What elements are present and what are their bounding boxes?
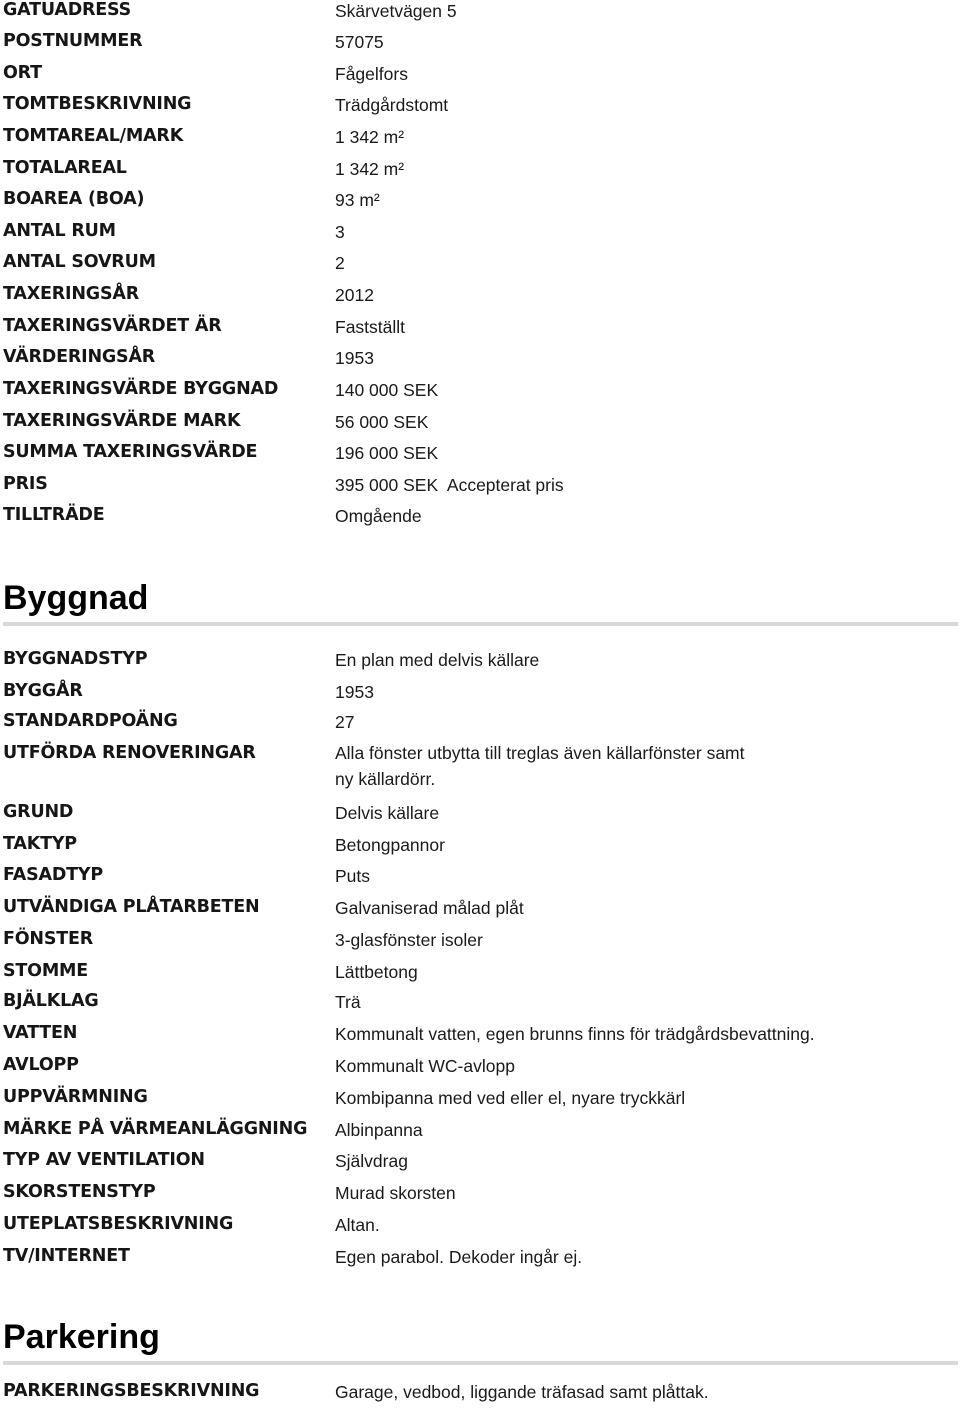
fact-label: TOMTAREAL/MARK: [3, 126, 184, 146]
fact-label: TAXERINGSÅR: [3, 284, 139, 304]
fact-row-taxeringsvarde-byggnad: [3, 379, 953, 407]
fact-value: Murad skorsten: [335, 1183, 456, 1203]
fact-value: Betongpannor: [335, 835, 445, 855]
building-row-fonster: [3, 929, 953, 957]
fact-row-totalareal: [3, 158, 953, 186]
fact-value: Altan.: [335, 1215, 380, 1235]
fact-value: Fastställt: [335, 317, 406, 337]
building-row-avlopp: [3, 1055, 953, 1083]
fact-label: VÄRDERINGSÅR: [3, 347, 156, 367]
fact-value: Delvis källare: [335, 803, 440, 823]
section-title-parkering: Parkering: [3, 1318, 160, 1356]
fact-label: TILLTRÄDE: [3, 505, 105, 525]
fact-label: TAXERINGSVÄRDET ÄR: [3, 316, 222, 336]
building-row-utforda-renoveringar: [3, 743, 953, 799]
building-row-marke-pa-varmeanlaggning: [3, 1119, 953, 1147]
fact-row-antal-rum: [3, 221, 953, 249]
fact-label: BYGGNADSTYP: [3, 649, 148, 669]
fact-value: 3: [335, 222, 345, 242]
fact-label: TAXERINGSVÄRDE MARK: [3, 411, 241, 431]
building-row-fasadtyp: [3, 865, 953, 893]
fact-row-tilltrade: [3, 505, 953, 533]
fact-label: MÄRKE PÅ VÄRMEANLÄGGNING: [3, 1119, 308, 1139]
building-row-taktyp: [3, 834, 953, 862]
fact-label: UTFÖRDA RENOVERINGAR: [3, 743, 256, 763]
fact-label: GATUADRESS: [3, 0, 132, 20]
fact-label: BYGGÅR: [3, 681, 83, 701]
fact-value: 56 000 SEK: [335, 412, 429, 432]
fact-row-tomtbeskrivning: [3, 94, 953, 122]
fact-row-taxeringsvardet-ar: [3, 316, 953, 344]
fact-value: Självdrag: [335, 1151, 408, 1171]
fact-row-taxeringsar: [3, 284, 953, 312]
fact-value: Omgående: [335, 506, 422, 526]
fact-value: Skärvetvägen 5: [335, 1, 457, 21]
fact-value: Puts: [335, 866, 371, 886]
fact-value: Lättbetong: [335, 962, 418, 982]
fact-label: ANTAL SOVRUM: [3, 252, 156, 272]
fact-label: PARKERINGSBESKRIVNING: [3, 1381, 260, 1401]
fact-label: STOMME: [3, 961, 89, 981]
fact-label: AVLOPP: [3, 1055, 79, 1075]
fact-value: Egen parabol. Dekoder ingår ej.: [335, 1247, 583, 1267]
fact-value: Trädgårdstomt: [335, 95, 449, 115]
fact-row-postnummer: [3, 31, 953, 59]
fact-label: BJÄLKLAG: [3, 991, 99, 1011]
fact-row-tomtareal: [3, 126, 953, 154]
building-row-typ-av-ventilation: [3, 1150, 953, 1178]
fact-value: 93 m²: [335, 190, 380, 210]
building-row-byggar: [3, 681, 953, 709]
fact-label: UTVÄNDIGA PLÅTARBETEN: [3, 897, 260, 917]
fact-value: 1 342 m²: [335, 159, 405, 179]
fact-value: Trä: [335, 992, 361, 1012]
fact-label: GRUND: [3, 802, 74, 822]
section-divider: [3, 1361, 958, 1365]
fact-label: STANDARDPOÄNG: [3, 711, 178, 731]
building-row-tv-internet: [3, 1246, 953, 1274]
section-divider: [3, 622, 958, 626]
fact-value: 140 000 SEK: [335, 380, 439, 400]
fact-row-summa-taxeringsvarde: [3, 442, 953, 470]
fact-label: SUMMA TAXERINGSVÄRDE: [3, 442, 258, 462]
fact-label: ANTAL RUM: [3, 221, 116, 241]
fact-value: Kombipanna med ved eller el, nyare tryckkärl: [335, 1088, 686, 1108]
fact-label: POSTNUMMER: [3, 31, 143, 51]
building-row-standardpoang: [3, 711, 953, 739]
fact-value: 57075: [335, 32, 384, 52]
fact-label: TOTALAREAL: [3, 158, 127, 178]
fact-row-antal-sovrum: [3, 252, 953, 280]
fact-value: En plan med delvis källare: [335, 650, 540, 670]
building-row-stomme: [3, 961, 953, 989]
fact-label: ORT: [3, 63, 42, 83]
fact-label: TV/INTERNET: [3, 1246, 130, 1266]
fact-label: TOMTBESKRIVNING: [3, 94, 192, 114]
building-row-grund: [3, 802, 953, 830]
fact-row-pris: [3, 474, 953, 502]
fact-row-ort: [3, 63, 953, 91]
fact-row-varderingsar: [3, 347, 953, 375]
fact-row-boarea: [3, 189, 953, 217]
fact-value: 395 000 SEK Accepterat pris: [335, 475, 564, 495]
building-row-skorstenstyp: [3, 1182, 953, 1210]
fact-label: FASADTYP: [3, 865, 103, 885]
fact-label: BOAREA (BOA): [3, 189, 145, 209]
building-row-uppvarmning: [3, 1087, 953, 1115]
fact-label: PRIS: [3, 474, 48, 494]
fact-label: SKORSTENSTYP: [3, 1182, 156, 1202]
fact-label: UPPVÄRMNING: [3, 1087, 148, 1107]
building-row-byggnadstyp: [3, 649, 953, 677]
fact-value: Alla fönster utbytta till treglas även källarfönster samt ny källardörr.: [335, 743, 745, 789]
building-row-uteplatsbeskrivning: [3, 1214, 953, 1242]
section-title-byggnad: Byggnad: [3, 579, 149, 617]
fact-value: 196 000 SEK: [335, 443, 439, 463]
fact-value: Fågelfors: [335, 64, 408, 84]
fact-value: 2012: [335, 285, 374, 305]
fact-value: Albinpanna: [335, 1120, 423, 1140]
building-row-bjalklag: [3, 991, 953, 1019]
fact-value: 1953: [335, 682, 374, 702]
fact-label: TAKTYP: [3, 834, 77, 854]
fact-value: Galvaniserad målad plåt: [335, 898, 524, 918]
fact-row-gatuadress: [3, 0, 953, 28]
building-row-utvandiga-platarbeten: [3, 897, 953, 925]
fact-label: VATTEN: [3, 1023, 78, 1043]
fact-value: Garage, vedbod, liggande träfasad samt plåttak.: [335, 1382, 709, 1402]
fact-value: Kommunalt WC-avlopp: [335, 1056, 515, 1076]
fact-value: 1953: [335, 348, 374, 368]
fact-value: 27: [335, 712, 355, 732]
fact-label: TAXERINGSVÄRDE BYGGNAD: [3, 379, 279, 399]
building-row-vatten: [3, 1023, 953, 1051]
fact-label: TYP AV VENTILATION: [3, 1150, 205, 1170]
fact-value: Kommunalt vatten, egen brunns finns för trädgårdsbevattning.: [335, 1024, 815, 1044]
fact-row-taxeringsvarde-mark: [3, 411, 953, 439]
fact-value: 1 342 m²: [335, 127, 405, 147]
fact-value: 2: [335, 253, 345, 273]
fact-label: UTEPLATSBESKRIVNING: [3, 1214, 234, 1234]
fact-value: 3-glasfönster isoler: [335, 930, 483, 950]
fact-label: FÖNSTER: [3, 929, 94, 949]
